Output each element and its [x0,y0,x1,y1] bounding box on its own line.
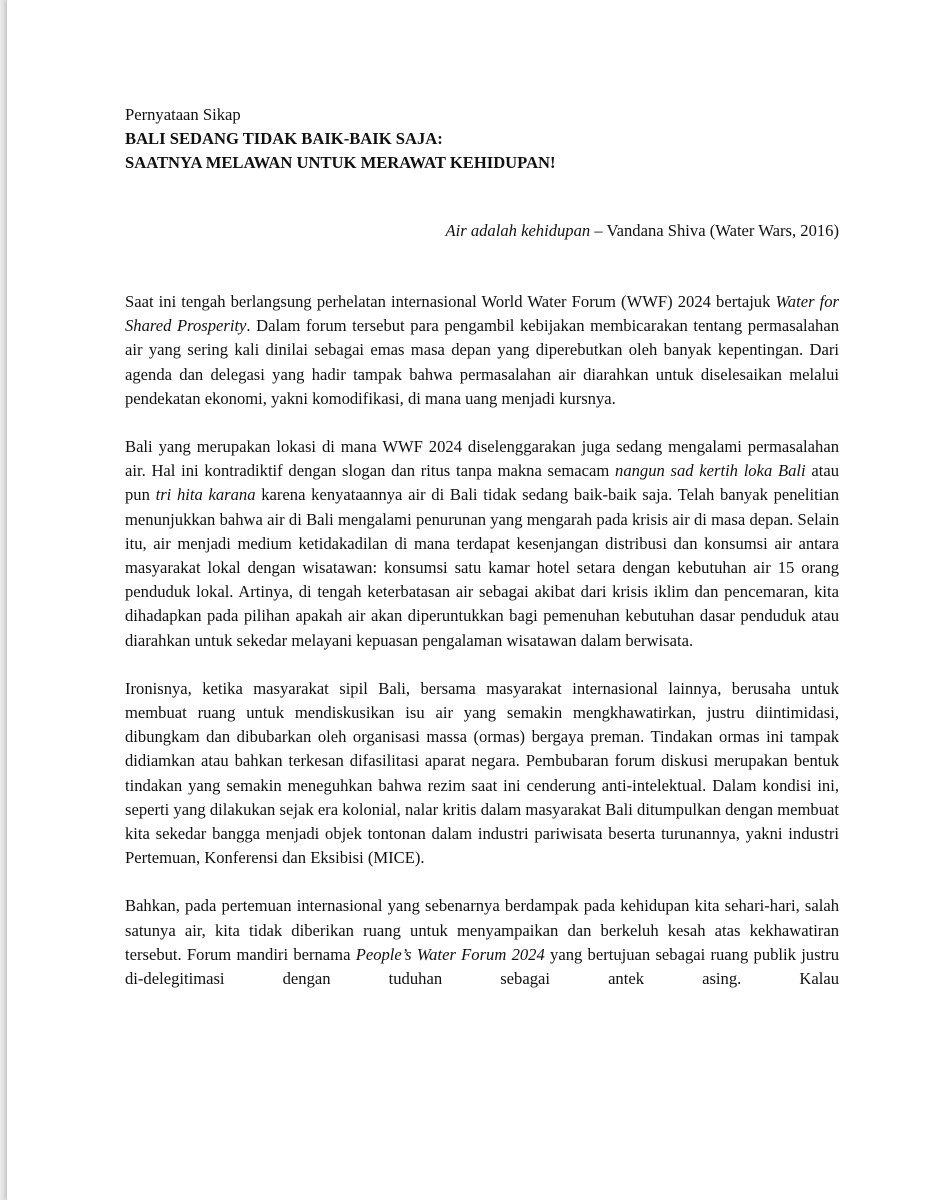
title-line-2: SAATNYA MELAWAN UNTUK MERAWAT KEHIDUPAN! [125,153,556,172]
epigraph-quote: Air adalah kehidupan [445,221,591,240]
paragraph-2-text-b: atau pun [125,461,839,505]
statement-label: Pernyataan Sikap [125,105,241,124]
document-page [7,0,949,1200]
epigraph [125,219,839,243]
title-line-1: BALI SEDANG TIDAK BAIK-BAIK SAJA: [125,129,443,148]
paragraph-4 [125,894,839,991]
paragraph-2-text-a: Bali yang merupakan lokasi di mana WWF 2024 diselenggarakan juga sedang mengalami permasalahan air. Hal ini kontradiktif dengan slogan dan ritus tanpa makna semacam [125,437,839,481]
paragraph-2-italic-b: tri hita karana [155,485,256,505]
paragraph-2 [125,435,839,653]
paragraph-3 [125,677,839,871]
paragraph-1-text-b: . Dalam forum tersebut para pengambil kebijakan membicarakan tentang permasalahan air yang sering kali dinilai sebagai emas masa depan yang diperebutkan oleh banyak kepentingan. Dari agenda dan delegasi yang hadir tampak bahwa permasalahan air diarahkan untuk diselesaikan melalui pendekatan ekonomi, yakni komodifikasi, di mana uang menjadi kursnya. [125,316,839,408]
paragraph-2-italic-a: nangun sad kertih loka Bali [615,461,806,481]
paragraph-4-text-b: yang bertujuan sebagai ruang publik justru di-delegitimasi dengan tuduhan sebagai antek asing. Kalau [125,944,839,989]
paragraph-2-text-c: karena kenyataannya air di Bali tidak sedang baik-baik saja. Telah banyak penelitian menunjukkan bahwa air di Bali mengalami penurunan yang mengarah pada krisis air di masa depan. Selain itu, air menjadi medium ketidakadilan di mana terdapat kesenjangan distribusi dan konsumsi air antara masyarakat lokal dengan wisatawan: konsumsi satu kamar hotel setara dengan kebutuhan air 15 orang penduduk lokal. Artinya, di tengah keterbatasan air sebagai akibat dari krisis iklim dan pencemaran, kita dihadapkan pada pilihan apakah air akan diperuntukkan bagi pemenuhan kebutuhan dasar penduduk atau diarahkan untuk sekedar melayani kepuasan pengalaman wisatawan dalam berwisata. [125,485,839,650]
epigraph-attribution: – Vandana Shiva (Water Wars, 2016) [590,221,839,240]
paragraph-4-italic: People’s Water Forum 2024 [355,944,545,964]
paragraph-1 [125,290,839,411]
paragraph-3-text: Ironisnya, ketika masyarakat sipil Bali, bersama masyarakat internasional lainnya, berusaha untuk membuat ruang untuk mendiskusikan isu air yang semakin mengkhawatirkan, justru diintimidasi, dibungkam dan dibubarkan oleh organisasi massa (ormas) bergaya preman. Tindakan ormas ini tampak didiamkan atau bahkan terkesan difasilitasi aparat negara. Pembubaran forum diskusi merupakan bentuk tindakan yang semakin meneguhkan bahwa rezim saat ini cenderung anti-intelektual. Dalam kondisi ini, seperti yang dilakukan sejak era kolonial, nalar kritis dalam masyarakat Bali ditumpulkan dengan membuat kita sekedar bangga menjadi objek tontonan dalam industri pariwisata beserta turunannya, yakni industri Pertemuan, Konferensi dan Eksibisi (MICE). [125,678,839,868]
paragraph-1-text-a: Saat ini tengah berlangsung perhelatan internasional World Water Forum (WWF) 2024 bertajuk [125,292,776,311]
document-body [125,103,839,991]
paragraph-4-text-a: Bahkan, pada pertemuan internasional yang sebenarnya berdampak pada kehidupan kita sehari-hari, salah satunya air, kita tidak diberikan ruang untuk menyampaikan dan berkeluh kesah atas kekhawatiran tersebut. Forum mandiri bernama [125,896,839,964]
paragraph-1-italic: Water for Shared Prosperity [125,292,839,336]
